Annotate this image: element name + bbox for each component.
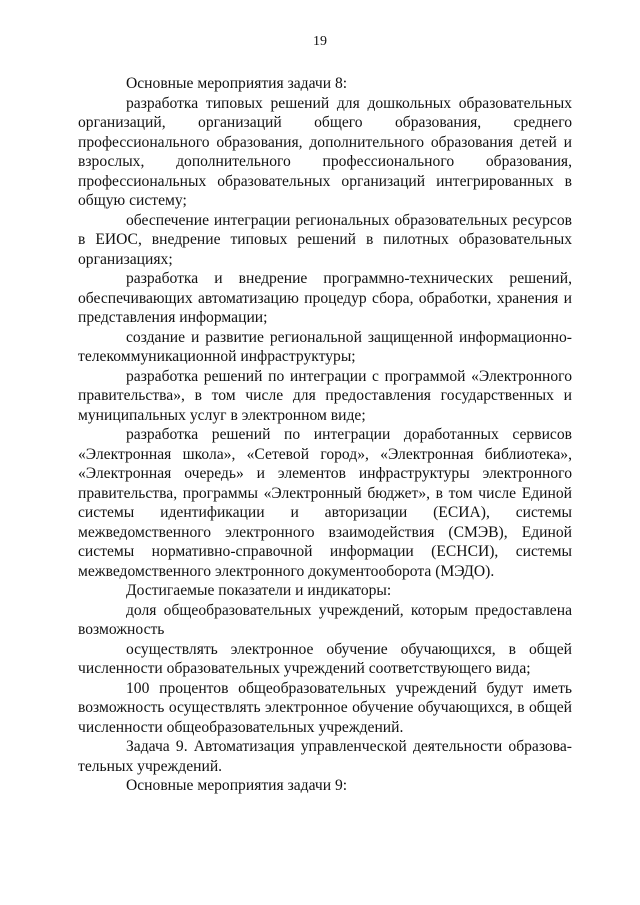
paragraph-telecom-infrastructure: создание и развитие региональной защищенной информационно- телекоммуникационной инфраструктуры; bbox=[78, 328, 572, 365]
page-number: 19 bbox=[313, 34, 327, 49]
paragraph-typical-solutions: разработка типовых решений для дошкольных образовательных организаций, организаций общего образования, среднего профессионального образования, дополнительного образования детей и взрослых, дополнительного профессионального образования, профессиональных образовательных организаций интегрированных в общую систему; bbox=[78, 94, 572, 209]
page-body bbox=[78, 74, 572, 796]
paragraph-indicators-heading: Достигаемые показатели и индикаторы: bbox=[126, 582, 392, 599]
paragraph-software-solutions: разработка и внедрение программно-технических решений, обеспечивающих автоматизацию процедур сбора, обработки, хранения и представления информации; bbox=[78, 270, 572, 326]
paragraph-tasks-9-heading: Основные мероприятия задачи 9: bbox=[126, 777, 348, 794]
paragraph-tasks-8-heading: Основные мероприятия задачи 8: bbox=[126, 75, 348, 92]
paragraph-100-percent: 100 процентов общеобразовательных учреждений будут иметь возможность осуществлять электронное обучение обучающихся, в общей численности общеобразовательных учреждений. bbox=[78, 679, 572, 736]
paragraph-share-institutions: доля общеобразовательных учреждений, которым предоставлена возможность bbox=[78, 601, 572, 638]
paragraph-task-9: Задача 9. Автоматизация управленческой деятельности образовательных учреждений. bbox=[78, 738, 572, 775]
paragraph-egov-integration: разработка решений по интеграции с программой «Электронного правительства», в том числе для предоставления государственных и муниципальных услуг в электронном виде; bbox=[78, 367, 572, 424]
paragraph-e-learning: осуществлять электронное обучение обучающихся, в общей численности образовательных учреждений соответствующего вида; bbox=[78, 640, 572, 677]
paragraph-regional-integration: обеспечение интеграции региональных образовательных ресурсов в ЕИОС, внедрение типовых решений в пилотных образовательных организациях; bbox=[78, 211, 572, 268]
paragraph-services-integration: разработка решений по интеграции доработанных сервисов «Электронная школа», «Сетевой город», «Электронная библиотека», «Электронная очередь» и элементов инфраструктуры электронного правительства, программы «Электронный бюджет», в том числе Единой системы идентификации и авторизации (ЕСИА), системы межведомственного электронного взаимодействия (СМЭВ), Единой системы нормативно-справочной информации (ЕСНСИ), системы межведомственного электронного документооборота (МЭДО). bbox=[78, 426, 572, 580]
